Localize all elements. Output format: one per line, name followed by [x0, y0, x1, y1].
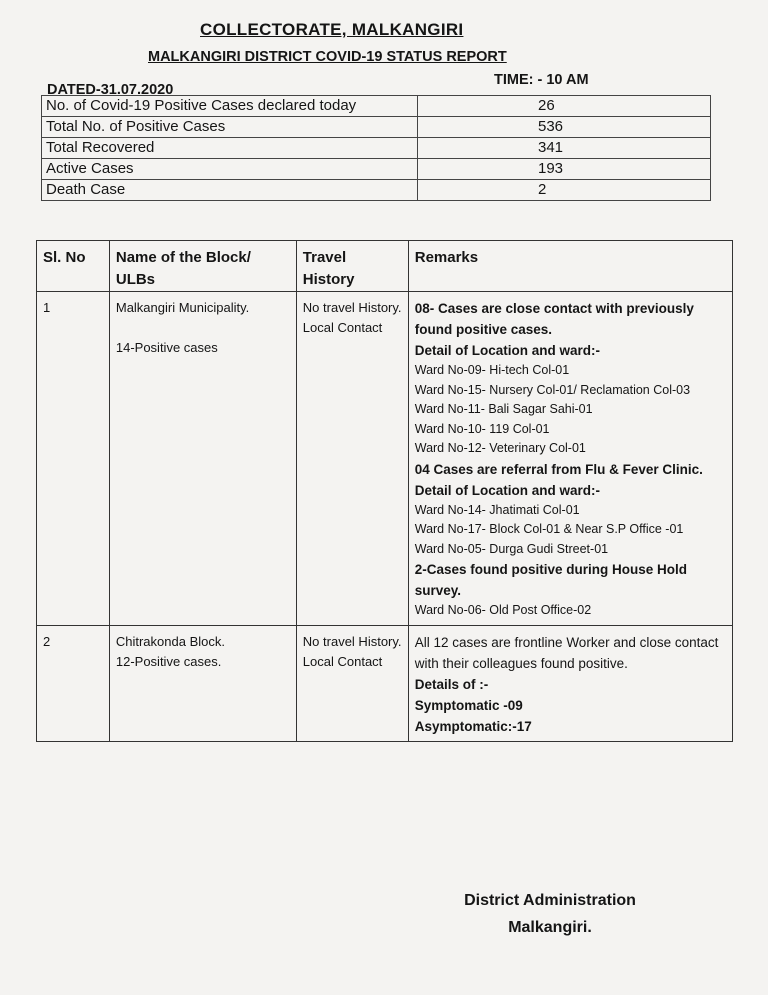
remark-line: 08- Cases are close contact with previously found positive cases.: [414, 301, 694, 337]
row-block: [109, 625, 296, 741]
summary-row: [42, 138, 711, 159]
summary-table: [41, 95, 711, 201]
block-case-count: 12-Positive cases.: [115, 653, 222, 669]
summary-value: 341: [418, 138, 711, 159]
remark-line: Ward No-10- 119 Col-01: [414, 421, 550, 436]
row-remarks: [408, 292, 732, 626]
summary-label: No. of Covid-19 Positive Cases declared today: [42, 96, 418, 117]
remark-line: Ward No-17- Block Col-01 & Near S.P Office -01: [414, 522, 684, 536]
remark-line: 2-Cases found positive during House Hold survey.: [414, 562, 688, 598]
report-time: TIME: - 10 AM: [494, 72, 589, 88]
remark-line: Ward No-09- Hi-tech Col-01: [414, 363, 570, 377]
row-block: [109, 292, 296, 626]
signature-block: [450, 887, 650, 941]
table-row: [37, 292, 733, 626]
row-remarks: [408, 625, 732, 741]
remark-line: Ward No-12- Veterinary Col-01: [414, 441, 586, 455]
row-travel-history: No travel History. Local Contact: [296, 625, 408, 741]
remark-line: Detail of Location and ward:-: [414, 343, 600, 358]
block-case-count: 14-Positive cases: [115, 340, 218, 355]
header-sl-no: Sl. No: [37, 241, 110, 292]
summary-value: 26: [418, 96, 711, 117]
block-name: Malkangiri Municipality.: [115, 300, 250, 315]
remark-line: Asymptomatic:-17: [414, 718, 532, 734]
summary-value: 536: [418, 117, 711, 138]
table-header-row: [37, 241, 733, 292]
report-date: DATED-31.07.2020: [47, 82, 174, 98]
remark-line: Details of :-: [414, 676, 489, 692]
header-block: Name of the Block/ ULBs: [109, 241, 296, 292]
summary-row: [42, 96, 711, 117]
report-title: MALKANGIRI DISTRICT COVID-19 STATUS REPORT: [148, 49, 507, 65]
summary-label: Active Cases: [42, 159, 418, 180]
summary-label: Total Recovered: [42, 138, 418, 159]
header-remarks: Remarks: [408, 241, 732, 292]
summary-row: [42, 159, 711, 180]
remark-line: 04 Cases are referral from Flu & Fever Clinic.: [414, 461, 703, 477]
summary-row: [42, 117, 711, 138]
row-sl-no: 1: [37, 292, 110, 626]
summary-label: Total No. of Positive Cases: [42, 117, 418, 138]
remark-line: Ward No-14- Jhatimati Col-01: [414, 502, 580, 517]
remark-line: Symptomatic -09: [414, 697, 523, 713]
block-wise-table: [36, 240, 733, 742]
table-row: [37, 625, 733, 741]
row-travel-history: No travel History. Local Contact: [296, 292, 408, 626]
header-travel-history: Travel History: [296, 241, 408, 292]
summary-value: 2: [418, 180, 711, 201]
remark-line: Ward No-05- Durga Gudi Street-01: [414, 541, 609, 556]
block-name: Chitrakonda Block.: [115, 633, 225, 649]
signature-line-1: District Administration: [464, 892, 636, 909]
remark-line: Ward No-15- Nursery Col-01/ Reclamation Col-03: [414, 382, 691, 397]
remark-line: Detail of Location and ward:-: [414, 482, 600, 498]
remark-line: All 12 cases are frontline Worker and close contact with their colleagues found positive.: [414, 634, 719, 671]
remark-line: Ward No-06- Old Post Office-02: [414, 603, 592, 617]
signature-line-2: Malkangiri.: [508, 919, 592, 936]
summary-value: 193: [418, 159, 711, 180]
summary-row: [42, 180, 711, 201]
remark-line: Ward No-11- Bali Sagar Sahi-01: [414, 402, 593, 416]
office-heading: COLLECTORATE, MALKANGIRI: [200, 20, 464, 39]
row-sl-no: 2: [37, 625, 110, 741]
summary-label: Death Case: [42, 180, 418, 201]
